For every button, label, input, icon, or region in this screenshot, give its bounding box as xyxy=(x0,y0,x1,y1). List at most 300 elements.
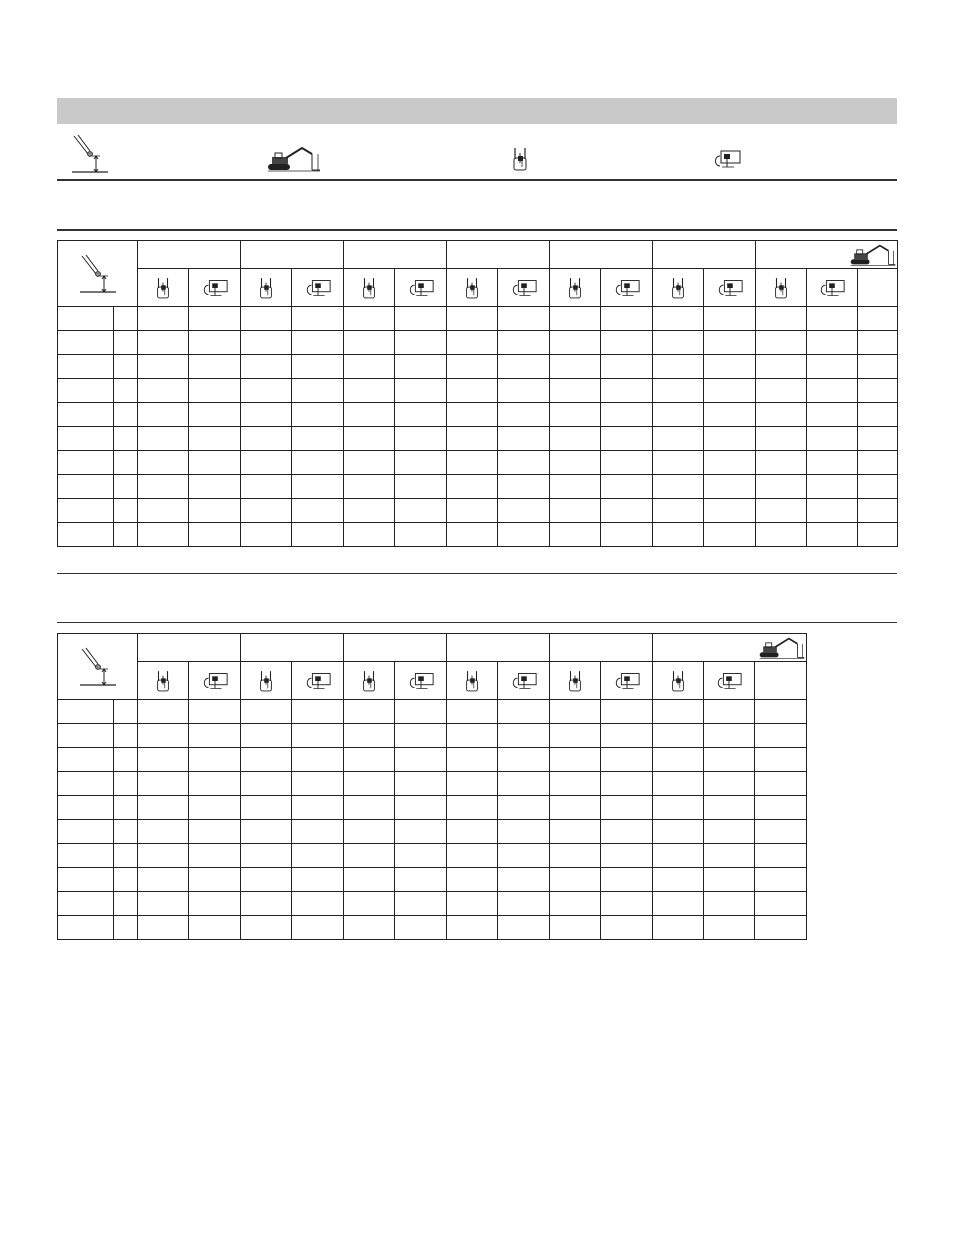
capacity-cell xyxy=(498,796,550,820)
capacity-cell xyxy=(653,700,704,724)
capacity-cell xyxy=(292,331,344,355)
capacity-cell xyxy=(601,892,653,916)
capacity-cell xyxy=(447,916,498,940)
capacity-cell xyxy=(756,523,807,547)
capacity-cell xyxy=(704,916,755,940)
height-cell xyxy=(58,403,114,427)
unit-cell xyxy=(114,700,138,724)
capacity-cell xyxy=(807,403,858,427)
radius-header xyxy=(138,241,241,269)
front-rating-header xyxy=(138,662,189,700)
table-row xyxy=(58,523,898,547)
capacity-cell xyxy=(344,724,395,748)
capacity-cell xyxy=(138,772,189,796)
capacity-cell xyxy=(858,523,898,547)
capacity-cell xyxy=(704,892,755,916)
capacity-cell xyxy=(241,844,292,868)
capacity-cell xyxy=(498,916,550,940)
capacity-cell xyxy=(704,523,756,547)
capacity-cell xyxy=(550,700,601,724)
capacity-cell xyxy=(498,892,550,916)
capacity-cell xyxy=(653,451,704,475)
side-rating-header xyxy=(189,662,241,700)
table-row xyxy=(58,820,807,844)
capacity-cell xyxy=(189,427,241,451)
radius-header xyxy=(241,241,344,269)
legend-divider xyxy=(57,179,897,181)
capacity-cell xyxy=(138,499,189,523)
over-side-rating-icon xyxy=(712,148,742,170)
table-row xyxy=(58,307,898,331)
height-cell xyxy=(58,844,114,868)
front-rating-header xyxy=(550,269,601,307)
height-cell xyxy=(58,475,114,499)
capacity-cell xyxy=(189,475,241,499)
capacity-cell xyxy=(601,331,653,355)
capacity-cell xyxy=(447,355,498,379)
capacity-cell xyxy=(395,523,447,547)
capacity-cell xyxy=(344,844,395,868)
unit-cell xyxy=(114,796,138,820)
height-cell xyxy=(58,748,114,772)
height-cell xyxy=(58,700,114,724)
capacity-cell xyxy=(344,427,395,451)
unit-cell xyxy=(114,307,138,331)
radius-header xyxy=(138,634,241,662)
capacity-cell xyxy=(858,427,898,451)
capacity-cell xyxy=(704,307,756,331)
capacity-cell xyxy=(241,523,292,547)
capacity-cell xyxy=(498,379,550,403)
capacity-cell xyxy=(292,748,344,772)
capacity-cell xyxy=(138,868,189,892)
capacity-cell xyxy=(756,475,807,499)
capacity-cell xyxy=(498,772,550,796)
capacity-cell xyxy=(653,748,704,772)
side-rating-header xyxy=(601,662,653,700)
capacity-cell xyxy=(653,403,704,427)
capacity-cell xyxy=(344,499,395,523)
unit-cell xyxy=(114,868,138,892)
capacity-cell xyxy=(704,700,755,724)
unit-cell xyxy=(114,475,138,499)
height-cell xyxy=(58,427,114,451)
unit-cell xyxy=(114,403,138,427)
max-reach-header xyxy=(653,634,807,662)
capacity-cell xyxy=(653,379,704,403)
capacity-cell xyxy=(395,844,447,868)
over-front-rating-icon xyxy=(154,668,172,694)
capacity-cell xyxy=(395,748,447,772)
capacity-cell xyxy=(344,331,395,355)
front-rating-header xyxy=(653,269,704,307)
table-row xyxy=(58,475,898,499)
capacity-cell xyxy=(704,868,755,892)
table-row xyxy=(58,724,807,748)
table-row xyxy=(58,844,807,868)
capacity-cell xyxy=(138,451,189,475)
capacity-cell xyxy=(704,724,755,748)
capacity-cell xyxy=(601,475,653,499)
capacity-cell xyxy=(755,892,807,916)
over-side-rating-icon xyxy=(613,671,641,691)
capacity-cell xyxy=(189,868,241,892)
capacity-cell xyxy=(292,427,344,451)
capacity-cell xyxy=(858,379,898,403)
capacity-cell xyxy=(704,379,756,403)
capacity-cell xyxy=(755,748,807,772)
front-rating-header xyxy=(550,662,601,700)
capacity-cell xyxy=(550,427,601,451)
capacity-cell xyxy=(653,868,704,892)
over-side-rating-icon xyxy=(201,278,229,298)
capacity-cell xyxy=(704,475,756,499)
capacity-cell xyxy=(653,724,704,748)
load-point-height-icon xyxy=(78,254,118,294)
side-rating-header xyxy=(704,269,756,307)
capacity-cell xyxy=(498,499,550,523)
capacity-cell xyxy=(189,307,241,331)
capacity-cell xyxy=(344,796,395,820)
capacity-cell xyxy=(344,892,395,916)
capacity-cell xyxy=(447,451,498,475)
capacity-cell xyxy=(344,916,395,940)
capacity-cell xyxy=(704,772,755,796)
capacity-cell xyxy=(138,700,189,724)
height-header xyxy=(58,241,138,307)
capacity-cell xyxy=(858,331,898,355)
capacity-cell xyxy=(704,748,755,772)
capacity-cell xyxy=(755,916,807,940)
front-rating-header xyxy=(756,269,807,307)
front-rating-header xyxy=(447,269,498,307)
capacity-cell xyxy=(498,427,550,451)
capacity-cell xyxy=(550,724,601,748)
capacity-cell xyxy=(241,916,292,940)
capacity-cell xyxy=(755,796,807,820)
capacity-cell xyxy=(447,820,498,844)
table-row xyxy=(58,892,807,916)
capacity-cell xyxy=(189,355,241,379)
capacity-cell xyxy=(138,916,189,940)
unit-cell xyxy=(114,355,138,379)
radius-header xyxy=(447,634,550,662)
capacity-cell xyxy=(447,748,498,772)
capacity-cell xyxy=(550,748,601,772)
capacity-cell xyxy=(292,892,344,916)
capacity-cell xyxy=(550,820,601,844)
capacity-cell xyxy=(395,772,447,796)
capacity-cell xyxy=(704,427,756,451)
capacity-cell xyxy=(189,892,241,916)
capacity-cell xyxy=(858,451,898,475)
over-front-rating-icon xyxy=(257,275,275,301)
capacity-cell xyxy=(653,844,704,868)
capacity-cell xyxy=(755,772,807,796)
height-cell xyxy=(58,916,114,940)
table-row xyxy=(58,403,898,427)
over-side-rating-icon xyxy=(407,671,435,691)
unit-cell xyxy=(114,844,138,868)
capacity-cell xyxy=(601,499,653,523)
front-rating-header xyxy=(447,662,498,700)
capacity-cell xyxy=(138,355,189,379)
table-row xyxy=(58,700,807,724)
capacity-cell xyxy=(447,331,498,355)
capacity-cell xyxy=(189,772,241,796)
height-cell xyxy=(58,379,114,403)
capacity-cell xyxy=(292,475,344,499)
capacity-cell xyxy=(807,379,858,403)
height-cell xyxy=(58,523,114,547)
radius-header xyxy=(241,634,344,662)
unit-cell xyxy=(114,820,138,844)
capacity-cell xyxy=(653,331,704,355)
max-reach-header xyxy=(756,241,898,269)
capacity-cell xyxy=(292,451,344,475)
capacity-cell xyxy=(601,772,653,796)
table-row xyxy=(58,916,807,940)
capacity-cell xyxy=(807,451,858,475)
side-rating-header xyxy=(498,662,550,700)
capacity-cell xyxy=(653,427,704,451)
over-side-rating-icon xyxy=(510,671,538,691)
unit-cell xyxy=(114,331,138,355)
capacity-cell xyxy=(756,403,807,427)
capacity-cell xyxy=(653,499,704,523)
capacity-cell xyxy=(653,796,704,820)
height-cell xyxy=(58,451,114,475)
capacity-cell xyxy=(241,892,292,916)
over-side-rating-icon xyxy=(715,671,743,691)
capacity-cell xyxy=(292,820,344,844)
unit-cell xyxy=(114,916,138,940)
capacity-cell xyxy=(395,700,447,724)
capacity-cell xyxy=(807,475,858,499)
capacity-cell xyxy=(704,451,756,475)
over-front-rating-icon xyxy=(257,668,275,694)
capacity-cell xyxy=(447,427,498,451)
capacity-cell xyxy=(241,379,292,403)
capacity-cell xyxy=(447,700,498,724)
capacity-cell xyxy=(241,499,292,523)
load-chart-table-2 xyxy=(57,633,807,940)
front-rating-header xyxy=(653,662,704,700)
capacity-cell xyxy=(756,499,807,523)
capacity-cell xyxy=(241,307,292,331)
capacity-cell xyxy=(344,523,395,547)
capacity-cell xyxy=(447,499,498,523)
capacity-cell xyxy=(395,724,447,748)
height-cell xyxy=(58,724,114,748)
capacity-cell xyxy=(241,403,292,427)
height-cell xyxy=(58,772,114,796)
capacity-cell xyxy=(344,403,395,427)
capacity-cell xyxy=(189,523,241,547)
capacity-cell xyxy=(704,355,756,379)
capacity-cell xyxy=(858,403,898,427)
section-2-divider xyxy=(57,622,897,623)
capacity-cell xyxy=(653,916,704,940)
capacity-cell xyxy=(189,796,241,820)
capacity-cell xyxy=(447,844,498,868)
side-rating-header xyxy=(395,662,447,700)
over-side-rating-icon xyxy=(304,671,332,691)
height-cell xyxy=(58,820,114,844)
side-rating-header xyxy=(498,269,550,307)
title-bar xyxy=(57,98,897,124)
capacity-cell xyxy=(241,748,292,772)
over-front-rating-icon xyxy=(772,275,790,301)
over-side-rating-icon xyxy=(613,278,641,298)
capacity-cell xyxy=(756,307,807,331)
capacity-cell xyxy=(756,379,807,403)
capacity-cell xyxy=(138,307,189,331)
capacity-cell xyxy=(807,499,858,523)
capacity-cell xyxy=(601,523,653,547)
capacity-cell xyxy=(498,475,550,499)
capacity-cell xyxy=(807,355,858,379)
capacity-cell xyxy=(189,403,241,427)
capacity-cell xyxy=(395,379,447,403)
radius-header xyxy=(344,634,447,662)
unit-cell xyxy=(114,772,138,796)
capacity-cell xyxy=(601,451,653,475)
over-front-rating-icon xyxy=(669,275,687,301)
capacity-cell xyxy=(395,868,447,892)
capacity-cell xyxy=(395,820,447,844)
capacity-cell xyxy=(550,403,601,427)
capacity-cell xyxy=(550,868,601,892)
capacity-cell xyxy=(138,403,189,427)
capacity-cell xyxy=(704,796,755,820)
capacity-cell xyxy=(601,355,653,379)
capacity-cell xyxy=(498,451,550,475)
capacity-cell xyxy=(292,379,344,403)
capacity-cell xyxy=(601,820,653,844)
capacity-cell xyxy=(704,403,756,427)
height-header xyxy=(58,634,138,700)
capacity-cell xyxy=(344,748,395,772)
capacity-cell xyxy=(344,475,395,499)
table-row xyxy=(58,868,807,892)
capacity-cell xyxy=(189,748,241,772)
capacity-cell xyxy=(601,916,653,940)
capacity-cell xyxy=(241,772,292,796)
capacity-cell xyxy=(344,772,395,796)
unit-cell xyxy=(114,451,138,475)
capacity-cell xyxy=(395,307,447,331)
capacity-cell xyxy=(447,403,498,427)
capacity-cell xyxy=(138,523,189,547)
capacity-cell xyxy=(189,916,241,940)
capacity-cell xyxy=(858,307,898,331)
radius-header xyxy=(550,634,653,662)
over-front-rating-icon xyxy=(360,275,378,301)
capacity-cell xyxy=(550,379,601,403)
over-side-rating-icon xyxy=(510,278,538,298)
capacity-cell xyxy=(550,844,601,868)
excavator-icon xyxy=(758,636,806,660)
capacity-cell xyxy=(858,355,898,379)
table-row xyxy=(58,796,807,820)
capacity-cell xyxy=(755,820,807,844)
table-row xyxy=(58,748,807,772)
capacity-cell xyxy=(138,331,189,355)
capacity-cell xyxy=(395,475,447,499)
capacity-cell xyxy=(292,355,344,379)
capacity-cell xyxy=(601,724,653,748)
capacity-cell xyxy=(344,868,395,892)
capacity-cell xyxy=(653,523,704,547)
capacity-cell xyxy=(447,475,498,499)
capacity-cell xyxy=(756,355,807,379)
capacity-cell xyxy=(601,796,653,820)
front-rating-header xyxy=(241,662,292,700)
capacity-cell xyxy=(395,331,447,355)
capacity-cell xyxy=(498,868,550,892)
capacity-cell xyxy=(344,700,395,724)
capacity-cell xyxy=(550,892,601,916)
unit-cell xyxy=(114,427,138,451)
capacity-cell xyxy=(189,724,241,748)
unit-cell xyxy=(114,892,138,916)
capacity-cell xyxy=(498,403,550,427)
height-cell xyxy=(58,796,114,820)
front-rating-header xyxy=(138,269,189,307)
capacity-cell xyxy=(550,796,601,820)
capacity-cell xyxy=(292,916,344,940)
capacity-cell xyxy=(550,499,601,523)
side-rating-header xyxy=(292,662,344,700)
height-cell xyxy=(58,499,114,523)
capacity-cell xyxy=(447,523,498,547)
excavator-icon xyxy=(849,243,897,267)
capacity-cell xyxy=(601,868,653,892)
section-2-divider xyxy=(57,573,897,574)
capacity-cell xyxy=(601,307,653,331)
capacity-cell xyxy=(292,307,344,331)
capacity-cell xyxy=(138,724,189,748)
capacity-cell xyxy=(447,379,498,403)
side-rating-header xyxy=(292,269,344,307)
over-front-rating-icon xyxy=(510,146,530,172)
capacity-cell xyxy=(292,523,344,547)
capacity-cell xyxy=(653,892,704,916)
capacity-cell xyxy=(755,724,807,748)
capacity-cell xyxy=(138,748,189,772)
capacity-cell xyxy=(498,724,550,748)
capacity-cell xyxy=(292,796,344,820)
capacity-cell xyxy=(292,844,344,868)
capacity-cell xyxy=(550,475,601,499)
table-row xyxy=(58,331,898,355)
capacity-cell xyxy=(138,427,189,451)
capacity-cell xyxy=(447,868,498,892)
capacity-cell xyxy=(395,451,447,475)
capacity-cell xyxy=(138,379,189,403)
table-row xyxy=(58,451,898,475)
capacity-cell xyxy=(498,307,550,331)
table-row xyxy=(58,427,898,451)
over-front-rating-icon xyxy=(669,668,687,694)
capacity-cell xyxy=(498,700,550,724)
radius-header xyxy=(344,241,447,269)
table-2-body xyxy=(58,700,807,940)
height-cell xyxy=(58,355,114,379)
capacity-cell xyxy=(858,499,898,523)
capacity-cell xyxy=(447,724,498,748)
